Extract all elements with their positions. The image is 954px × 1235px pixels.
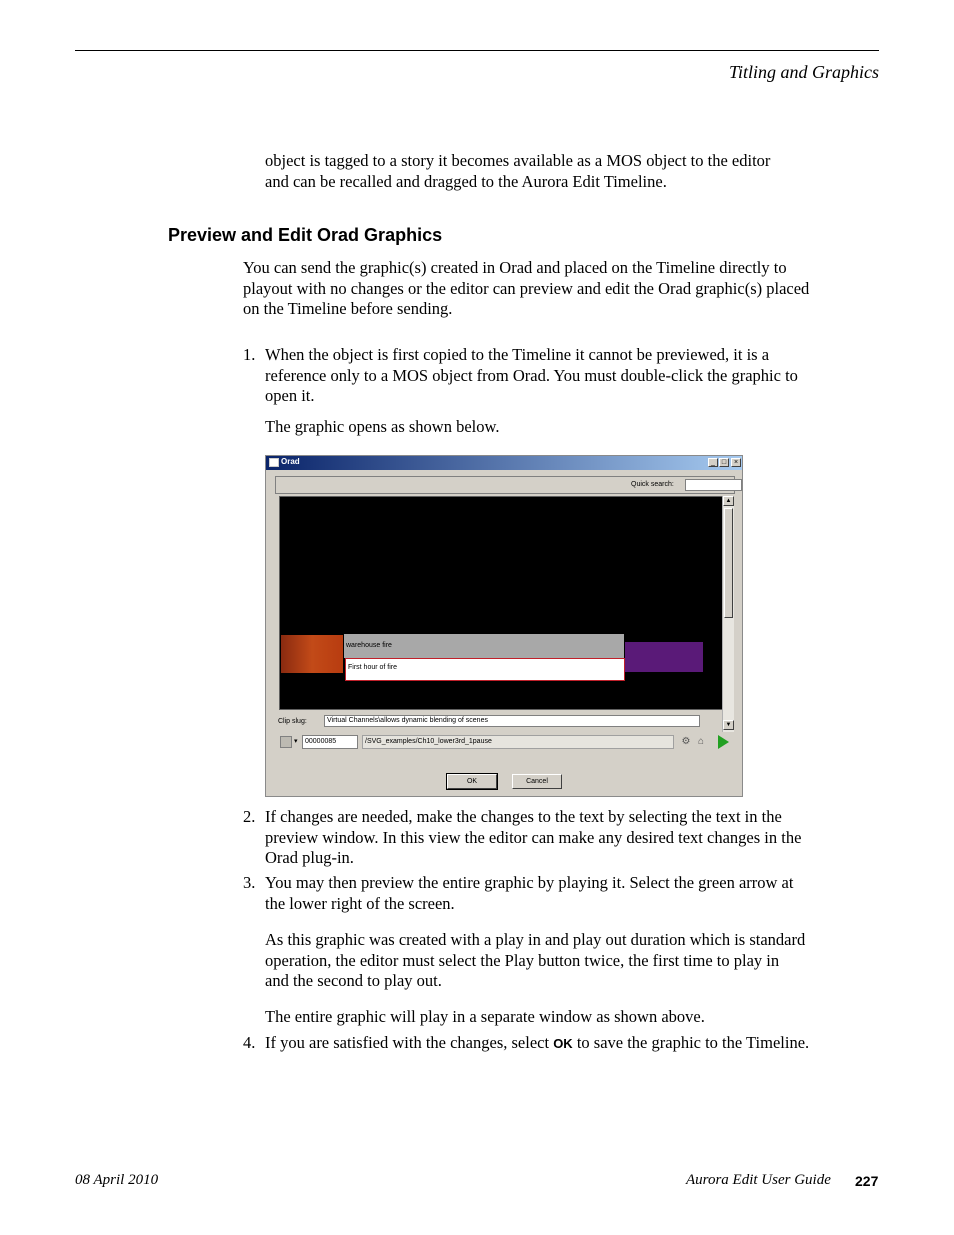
clip-slug-input[interactable]: Virtual Channels\allows dynamic blending of scenes [324,715,700,727]
lower-third-top-box[interactable] [344,634,624,658]
window-title: Orad [281,457,300,466]
paragraph-line: You can send the graphic(s) created in Orad and placed on the Timeline directly to [243,258,787,277]
step-number: 1. [243,345,256,364]
settings-icon[interactable]: ⚙ [681,736,691,747]
lower-third-top-text: warehouse fire [346,642,392,649]
cancel-button[interactable]: Cancel [512,774,562,789]
dropdown-caret-icon[interactable]: ▾ [294,738,298,745]
page-icon[interactable] [280,736,292,748]
step-text [265,807,801,869]
close-button[interactable]: × [731,458,741,467]
section-paragraph [243,258,809,320]
template-path-field: /SVG_examples/Ch10_lower3rd_1pause [362,735,674,749]
step-text-before: If you are satisfied with the changes, select [265,1033,554,1052]
step-number: 4. [243,1033,256,1052]
paragraph-line: on the Timeline before sending. [243,299,453,318]
ok-keyword: OK [553,1036,573,1051]
intro-line: and can be recalled and dragged to the Aurora Edit Timeline. [265,171,667,191]
step-line: You may then preview the entire graphic by playing it. Select the green arrow at [265,873,794,892]
scroll-down-button[interactable]: ▼ [723,720,734,730]
note-line: and the second to play out. [265,971,442,990]
orad-window [265,455,743,797]
step-number: 3. [243,873,256,892]
header-rule [75,50,879,51]
scroll-thumb[interactable] [724,508,733,618]
app-icon [269,458,279,467]
step-line: open it. [265,386,315,405]
lower-third-bottom-text: First hour of fire [348,664,398,671]
step-line: When the object is first copied to the Timeline it cannot be previewed, it is a [265,345,770,364]
minimize-button[interactable]: _ [708,458,718,467]
maximize-button[interactable]: □ [719,458,729,467]
step-text [265,1033,809,1055]
path-bar [275,733,735,751]
step-line: Orad plug-in. [265,848,354,867]
ok-button[interactable]: OK [447,774,497,789]
red-graphic-band [281,635,343,673]
step-text [265,873,793,914]
note-line: As this graphic was created with a play in and play out duration which is standard [265,930,806,949]
object-id-input[interactable]: 00000085 [302,735,358,749]
step-line: preview window. In this view the editor can make any desired text changes in the [265,827,802,847]
intro-line: object is tagged to a story it becomes available as a MOS object to the editor [265,151,771,170]
section-heading: Preview and Edit Orad Graphics [168,225,443,245]
quick-search-label: Quick search: [631,481,674,488]
intro-paragraph [265,151,770,192]
step-note: The graphic opens as shown below. [265,417,500,436]
purple-graphic-band [625,642,703,672]
step-line: reference only to a MOS object from Orad. You must double-click the graphic to [265,365,798,385]
clip-slug-label: Clip slug: [278,718,307,725]
paragraph-line: playout with no changes or the editor can preview and edit the Orad graphic(s) placed [243,278,810,298]
step-note [265,930,805,992]
step-line: If changes are needed, make the changes to the text by selecting the text in the [265,807,782,826]
page-number: 227 [855,1173,879,1189]
lower-third-bottom-box[interactable] [345,658,625,681]
footer-date: 08 April 2010 [75,1172,159,1188]
play-arrow-icon[interactable] [718,735,729,749]
step-line: the lower right of the screen. [265,893,455,913]
scroll-up-button[interactable]: ▲ [723,496,734,506]
step-number: 2. [243,807,256,826]
quick-search-input[interactable] [685,479,742,491]
home-icon[interactable]: ⌂ [697,736,705,747]
step-text-after: to save the graphic to the Timeline. [572,1033,810,1052]
preview-window[interactable] [279,496,723,710]
vertical-scrollbar[interactable] [722,496,734,732]
search-bar [275,476,735,494]
running-header: Titling and Graphics [728,62,879,82]
note-line: operation, the editor must select the Play button twice, the first time to play in [265,950,780,970]
step-note: The entire graphic will play in a separate window as shown above. [265,1007,705,1026]
step-text [265,345,798,407]
title-bar [266,456,742,470]
footer-guide-title: Aurora Edit User Guide [686,1172,831,1188]
